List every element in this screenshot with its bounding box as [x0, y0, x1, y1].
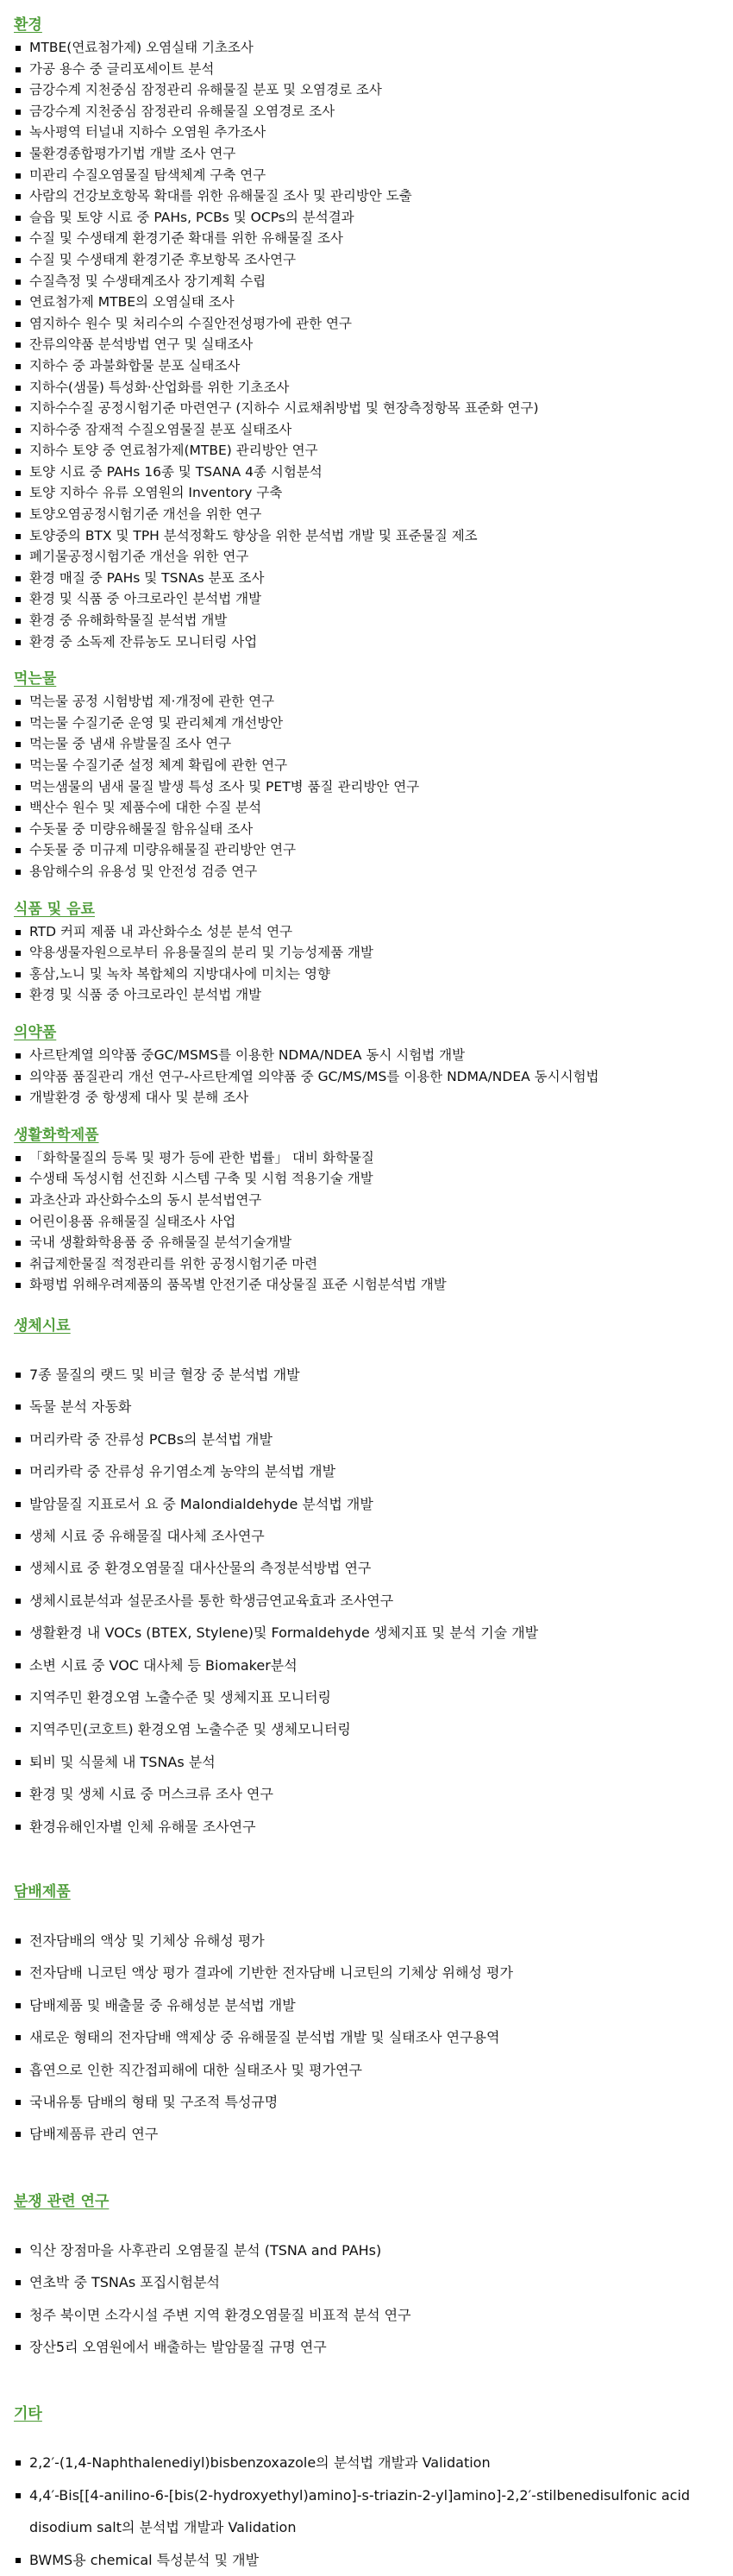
list-item: 국내유통 담배의 형태 및 구조적 특성규명	[14, 2086, 733, 2118]
section-tobacco-products	[14, 1879, 733, 2151]
list-item: 미관리 수질오염물질 탐색체계 구축 연구	[14, 165, 733, 186]
list-item: 토양 지하수 유류 오염원의 Inventory 구축	[14, 482, 733, 504]
list-item: 환경 및 식품 중 아크로라인 분석법 개발	[14, 588, 733, 610]
list-item: 백산수 원수 및 제품수에 대한 수질 분석	[14, 797, 733, 819]
section-biological-samples	[14, 1313, 733, 1843]
section-title: 생체시료	[14, 1316, 71, 1335]
list-item: 홍삼,노니 및 녹차 복합체의 지방대사에 미치는 영향	[14, 964, 733, 985]
list-item: 지하수수질 공정시험기준 마련연구 (지하수 시료채취방법 및 현장측정항목 표준화 연구)	[14, 398, 733, 419]
section-food-beverage	[14, 896, 733, 1006]
section-title: 분쟁 관련 연구	[14, 2192, 110, 2210]
list-item: 2,2′-(1,4-Naphthalenediyl)bisbenzoxazole의 분석법 개발과 Validation	[14, 2447, 711, 2479]
list-item: 폐기물공정시험기준 개선을 위한 연구	[14, 546, 733, 568]
list-item: 전자담배의 액상 및 기체상 유해성 평가	[14, 1925, 733, 1957]
list-item: 먹는물 중 냄새 유발물질 조사 연구	[14, 733, 733, 755]
list-item: 청주 북이면 소각시설 주변 지역 환경오염물질 비표적 분석 연구	[14, 2299, 733, 2331]
list-item: 먹는물 수질기준 운영 및 관리체계 개선방안	[14, 713, 733, 734]
item-list	[14, 1045, 733, 1109]
item-list	[14, 1147, 733, 1296]
list-item: 생체 시료 중 유해물질 대사체 조사연구	[14, 1520, 733, 1552]
item-list	[14, 1925, 733, 2151]
list-item: 개발환경 중 항생제 대사 및 분해 조사	[14, 1087, 733, 1109]
list-item: 생체시료분석과 설문조사를 통한 학생금연교육효과 조사연구	[14, 1585, 733, 1617]
list-item: 국내 생활화학용품 중 유해물질 분석기술개발	[14, 1232, 733, 1253]
list-item: 의약품 품질관리 개선 연구-사르탄계열 의약품 중 GC/MS/MS를 이용한 NDMA/NDEA 동시시험법	[14, 1066, 733, 1088]
list-item: 담배제품 및 배출물 중 유해성분 분석법 개발	[14, 1989, 733, 2021]
list-item: 지하수(샘물) 특성화·산업화를 위한 기초조사	[14, 377, 733, 399]
list-item: 지하수중 잠재적 수질오염물질 분포 실태조사	[14, 419, 733, 441]
list-item: 사르탄계열 의약품 중GC/MSMS를 이용한 NDMA/NDEA 동시 시험법 개발	[14, 1045, 733, 1066]
list-item: 머리카락 중 잔류성 PCBs의 분석법 개발	[14, 1423, 733, 1455]
list-item: 연초박 중 TSNAs 포집시험분석	[14, 2266, 733, 2298]
list-item: 먹는물 공정 시험방법 제·개정에 관한 연구	[14, 691, 733, 713]
list-item: 환경유해인자별 인체 유해물 조사연구	[14, 1811, 733, 1843]
list-item: 연료첨가제 MTBE의 오염실태 조사	[14, 292, 733, 313]
list-item: 새로운 형태의 전자담배 액제상 중 유해물질 분석법 개발 및 실태조사 연구용역	[14, 2021, 733, 2053]
list-item: 사람의 건강보호항목 확대를 위한 유해물질 조사 및 관리방안 도출	[14, 185, 733, 207]
list-item: 생활환경 내 VOCs (BTEX, Stylene)및 Formaldehyde 생체지표 및 분석 기술 개발	[14, 1617, 733, 1649]
list-item: 생체시료 중 환경오염물질 대사산물의 측정분석방법 연구	[14, 1552, 733, 1584]
list-item: 발암물질 지표로서 요 중 Malondialdehyde 분석법 개발	[14, 1488, 733, 1520]
section-title: 기타	[14, 2405, 42, 2423]
item-list	[14, 921, 733, 1006]
list-item: 머리카락 중 잔류성 유기염소계 농약의 분석법 개발	[14, 1455, 733, 1487]
list-item: BWMS용 chemical 특성분석 및 개발	[14, 2544, 711, 2576]
list-item: 과초산과 과산화수소의 동시 분석법연구	[14, 1190, 733, 1211]
list-item: 지역주민(코호트) 환경오염 노출수준 및 생체모니터링	[14, 1713, 733, 1745]
item-list	[14, 1359, 733, 1843]
list-item: 물환경종합평가기법 개발 조사 연구	[14, 143, 733, 165]
list-item: 토양중의 BTX 및 TPH 분석정확도 향상을 위한 분석법 개발 및 표준물질 제조	[14, 525, 733, 547]
section-title: 생활화학제품	[14, 1126, 99, 1144]
list-item: RTD 커피 제품 내 과산화수소 성분 분석 연구	[14, 921, 733, 943]
section-drinking-water	[14, 666, 733, 882]
section-title: 식품 및 음료	[14, 900, 95, 918]
section-other	[14, 2401, 733, 2576]
list-item: 화평법 위해우려제품의 품목별 안전기준 대상물질 표준 시험분석법 개발	[14, 1274, 733, 1296]
list-item: 잔류의약품 분석방법 연구 및 실태조사	[14, 334, 733, 355]
list-item: 익산 장점마을 사후관리 오염물질 분석 (TSNA and PAHs)	[14, 2234, 733, 2266]
list-item: 수돗물 중 미량유해물질 함유실태 조사	[14, 819, 733, 840]
list-item: 약용생물자원으로부터 유용물질의 분리 및 기능성제품 개발	[14, 942, 733, 964]
list-item: 먹는샘물의 냄새 물질 발생 특성 조사 및 PET병 품질 관리방안 연구	[14, 776, 733, 798]
item-list	[14, 2234, 733, 2364]
list-item: 담배제품류 관리 연구	[14, 2118, 733, 2150]
list-item: 퇴비 및 식물체 내 TSNAs 분석	[14, 1746, 733, 1778]
list-item: 금강수계 지천중심 잠정관리 유해물질 오염경로 조사	[14, 101, 733, 123]
section-household-chemicals	[14, 1122, 733, 1296]
section-title: 먹는물	[14, 670, 57, 688]
list-item: 염지하수 원수 및 처리수의 수질안전성평가에 관한 연구	[14, 313, 733, 335]
list-item: 먹는물 수질기준 설정 체계 확립에 관한 연구	[14, 755, 733, 776]
list-item: MTBE(연료첨가제) 오염실태 기초조사	[14, 37, 733, 59]
item-list	[14, 37, 733, 652]
list-item: 수질 및 수생태계 환경기준 후보항목 조사연구	[14, 249, 733, 271]
section-title: 환경	[14, 16, 42, 34]
list-item: 수질 및 수생태계 환경기준 확대를 위한 유해물질 조사	[14, 228, 733, 249]
list-item: 취급제한물질 적정관리를 위한 공정시험기준 마련	[14, 1253, 733, 1275]
list-item: 지하수 토양 중 연료첨가제(MTBE) 관리방안 연구	[14, 440, 733, 462]
list-item: 환경 매질 중 PAHs 및 TSNAs 분포 조사	[14, 568, 733, 589]
list-item: 환경 및 식품 중 아크로라인 분석법 개발	[14, 984, 733, 1006]
list-item: 환경 중 소독제 잔류농도 모니터링 사업	[14, 631, 733, 653]
list-item: 장산5리 오염원에서 배출하는 발암물질 규명 연구	[14, 2331, 733, 2363]
list-item: 7종 물질의 랫드 및 비글 혈장 중 분석법 개발	[14, 1359, 733, 1391]
list-item: 수돗물 중 미규제 미량유해물질 관리방안 연구	[14, 839, 733, 861]
list-item: 수질측정 및 수생태계조사 장기계획 수립	[14, 271, 733, 292]
section-title: 담배제품	[14, 1882, 71, 1901]
list-item: 「화학물질의 등록 및 평가 등에 관한 법률」 대비 화학물질	[14, 1147, 733, 1169]
list-item: 수생태 독성시험 선진화 시스템 구축 및 시험 적용기술 개발	[14, 1168, 733, 1190]
item-list	[14, 691, 733, 882]
list-item: 지하수 중 과불화합물 분포 실태조사	[14, 355, 733, 377]
list-item: 어린이용품 유해물질 실태조사 사업	[14, 1211, 733, 1233]
list-item: 녹사평역 터널내 지하수 오염원 추가조사	[14, 122, 733, 143]
list-item: 흡연으로 인한 직간접피해에 대한 실태조사 및 평가연구	[14, 2054, 733, 2086]
section-pharmaceuticals	[14, 1020, 733, 1109]
section-environment	[14, 12, 733, 652]
list-item: 독물 분석 자동화	[14, 1391, 733, 1423]
list-item: 환경 중 유해화학물질 분석법 개발	[14, 610, 733, 631]
list-item: 금강수계 지천중심 잠정관리 유해물질 분포 및 오염경로 조사	[14, 79, 733, 101]
list-item: 소변 시료 중 VOC 대사체 등 Biomaker분석	[14, 1649, 733, 1681]
list-item: 슬읍 및 토양 시료 중 PAHs, PCBs 및 OCPs의 분석결과	[14, 207, 733, 229]
list-item: 환경 및 생체 시료 중 머스크류 조사 연구	[14, 1778, 733, 1810]
list-item: 용암해수의 유용성 및 안전성 검증 연구	[14, 861, 733, 883]
list-item: 토양오염공정시험기준 개선을 위한 연구	[14, 504, 733, 525]
list-item: 지역주민 환경오염 노출수준 및 생체지표 모니터링	[14, 1681, 733, 1713]
list-item: 4,4′-Bis[[4-anilino-6-[bis(2-hydroxyethyl)amino]-s-triazin-2-yl]amino]-2,2′-stilbenedisulfonic acid disodium salt의 분석법 개발과 Validation	[14, 2479, 711, 2544]
list-item: 전자담배 니코틴 액상 평가 결과에 기반한 전자담배 니코틴의 기체상 위해성 평가	[14, 1957, 733, 1989]
list-item: 가공 용수 중 글리포세이트 분석	[14, 59, 733, 80]
section-title: 의약품	[14, 1023, 57, 1041]
list-item: 토양 시료 중 PAHs 16종 및 TSANA 4종 시험분석	[14, 462, 733, 483]
section-dispute-research	[14, 2189, 733, 2364]
item-list	[14, 2447, 733, 2576]
